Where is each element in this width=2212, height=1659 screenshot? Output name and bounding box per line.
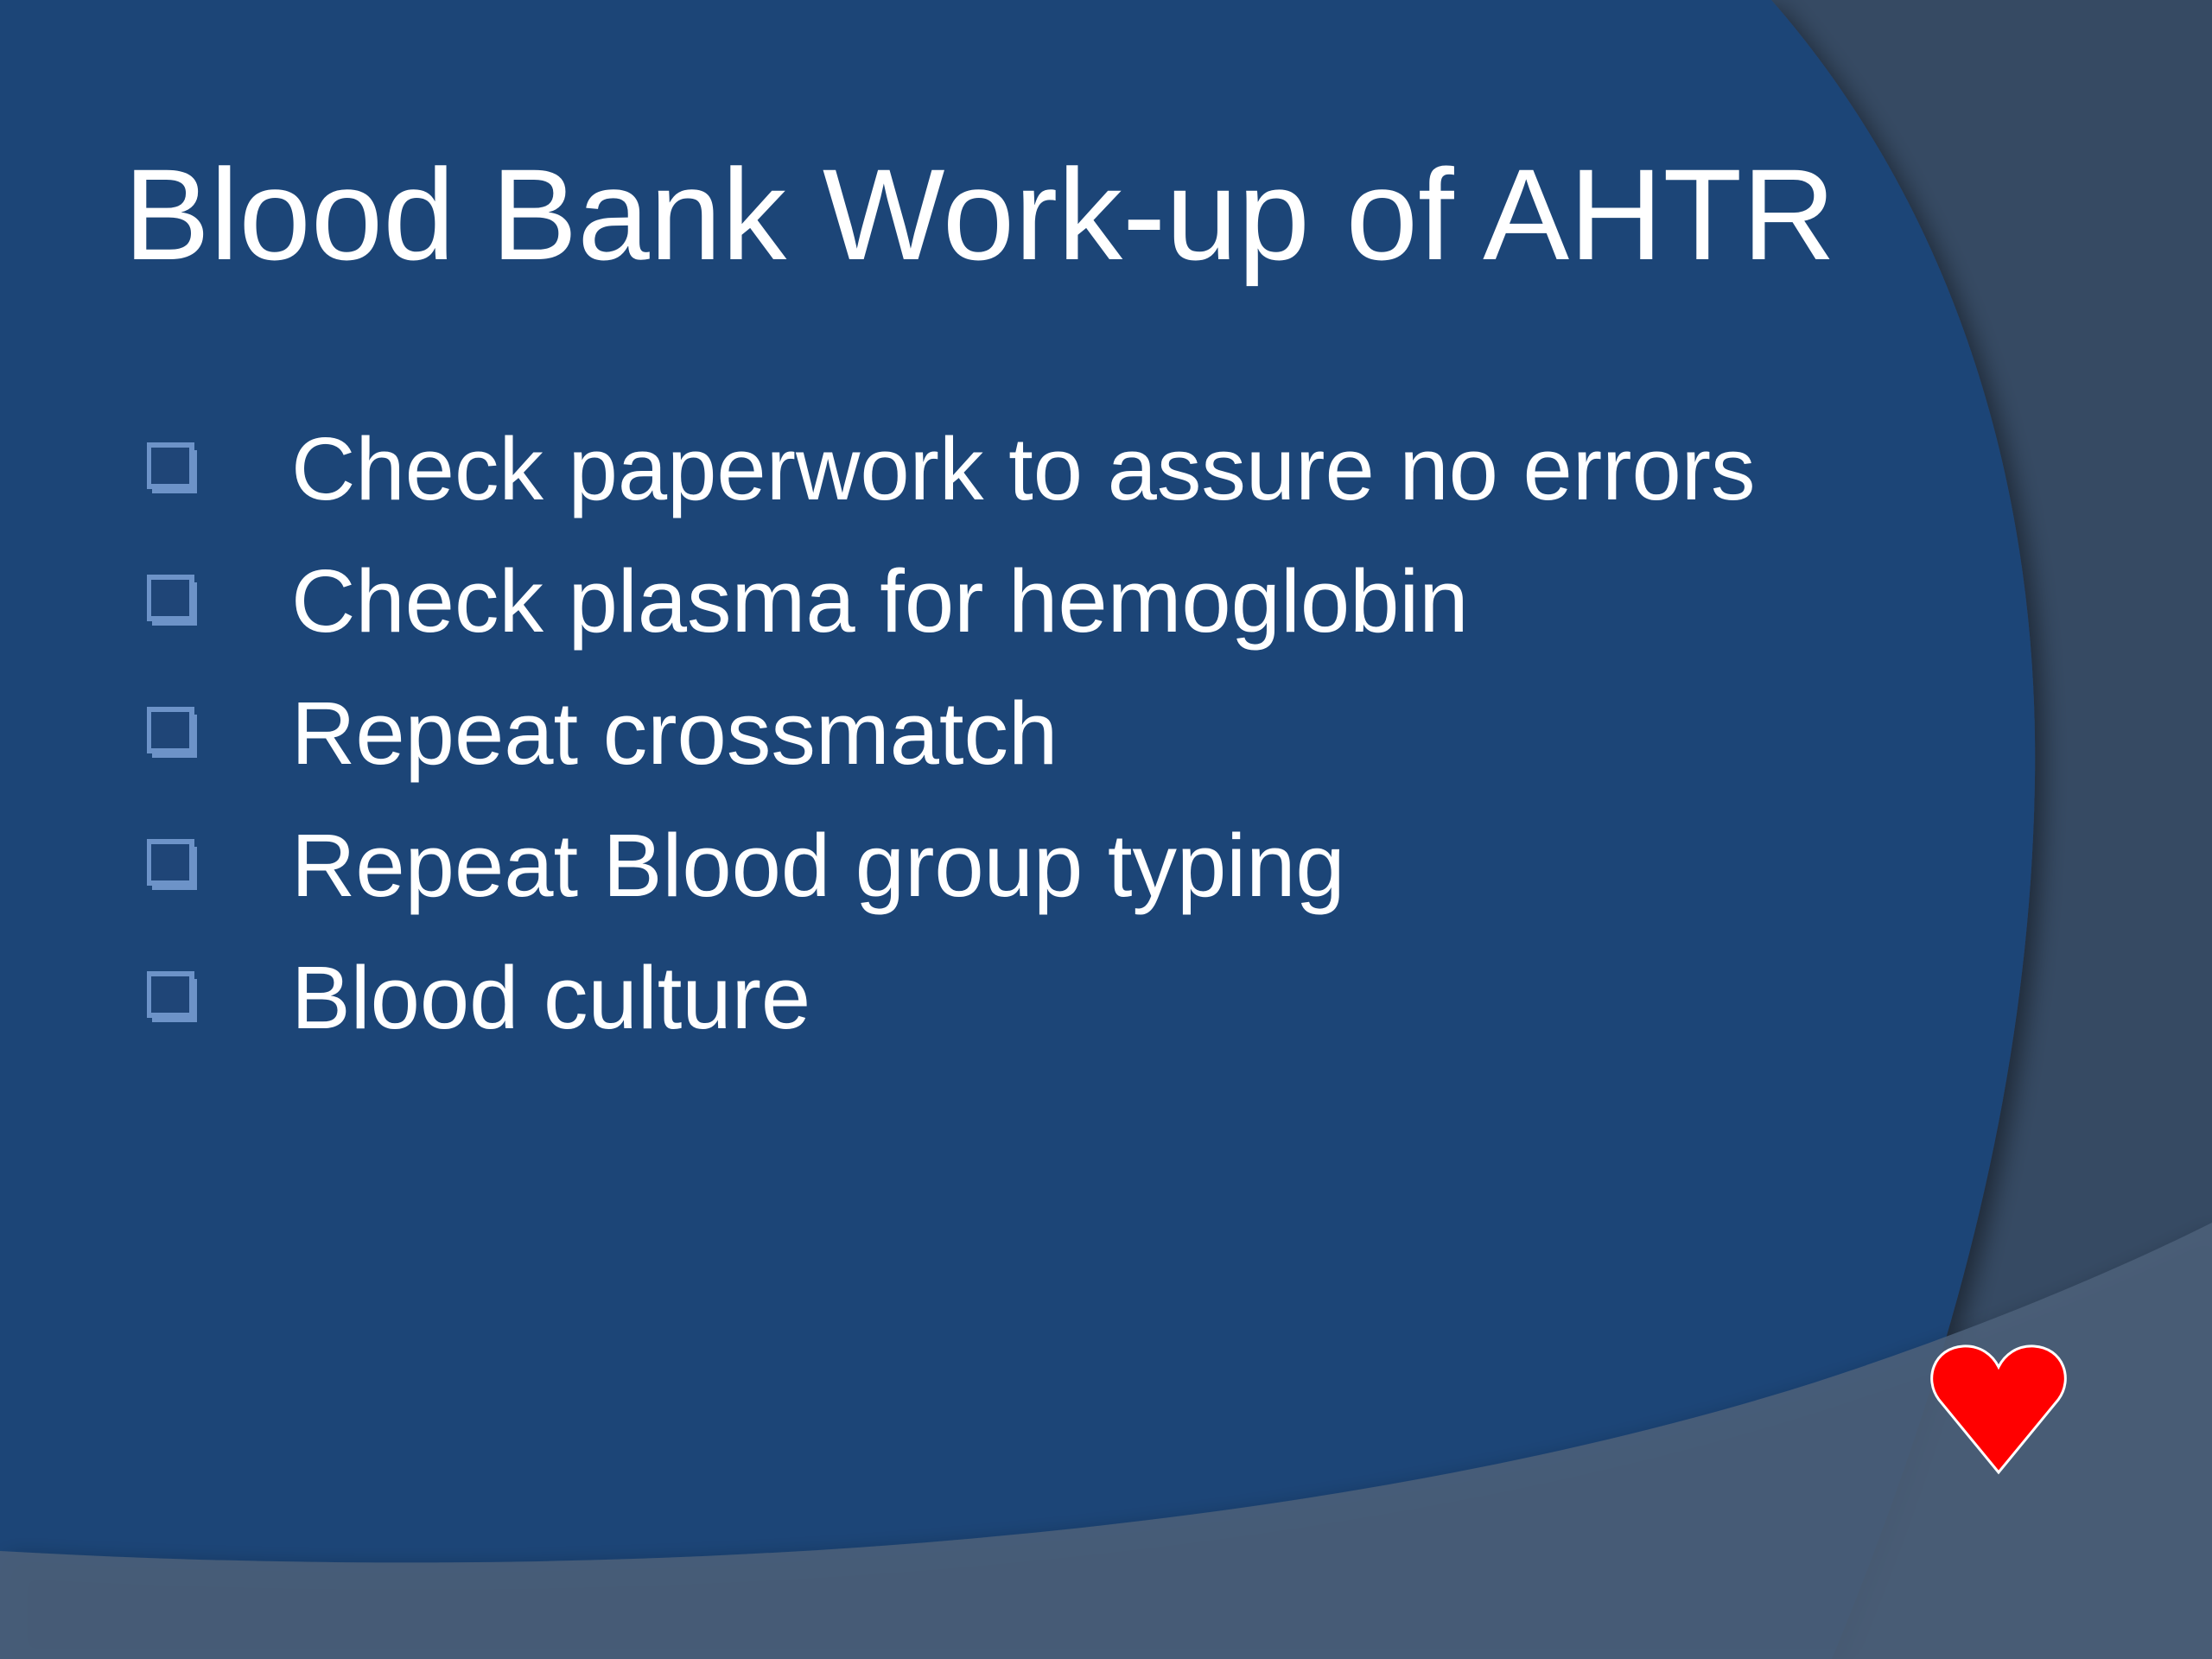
- list-item: [147, 667, 1756, 799]
- list-item: [147, 403, 1756, 535]
- square-bullet-icon: [147, 970, 202, 1026]
- square-bullet-icon: [147, 838, 202, 893]
- slide-title: Blood Bank Work-up of AHTR: [124, 142, 1836, 287]
- list-item: [147, 535, 1756, 667]
- bullet-text: Blood culture: [291, 947, 811, 1047]
- bullet-text: Repeat Blood group typing: [291, 815, 1345, 915]
- bullet-list: [147, 403, 1756, 1064]
- square-bullet-icon: [147, 442, 202, 497]
- bullet-text: Check paperwork to assure no errors: [291, 418, 1756, 518]
- list-item: [147, 931, 1756, 1064]
- bullet-text: Check plasma for hemoglobin: [291, 550, 1469, 651]
- heart-icon: [1930, 1343, 2067, 1476]
- square-bullet-icon: [147, 574, 202, 629]
- bullet-text: Repeat crossmatch: [291, 683, 1058, 783]
- square-bullet-icon: [147, 706, 202, 761]
- list-item: [147, 799, 1756, 931]
